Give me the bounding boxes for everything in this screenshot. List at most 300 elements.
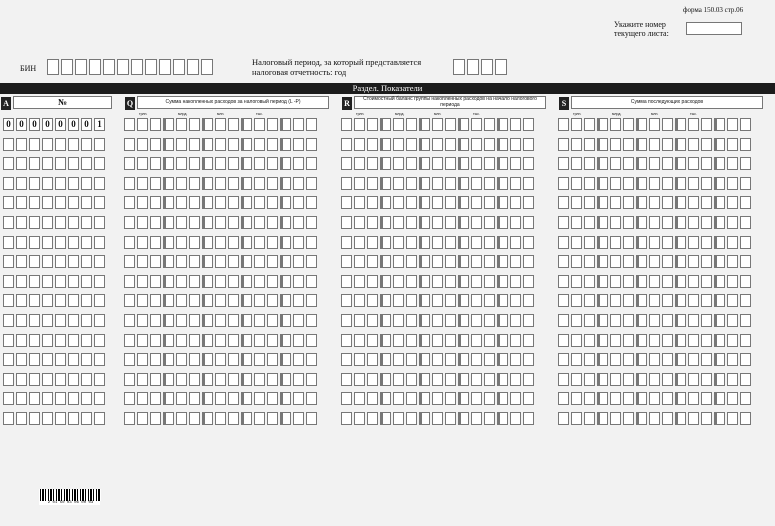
digit-cell[interactable] xyxy=(176,138,187,151)
digit-cell[interactable] xyxy=(523,236,534,249)
digit-cell[interactable] xyxy=(341,216,352,229)
digit-cell[interactable] xyxy=(202,373,213,386)
digit-cell[interactable] xyxy=(137,392,148,405)
digit-cell[interactable] xyxy=(189,334,200,347)
digit-cell[interactable] xyxy=(558,157,569,170)
digit-cell[interactable] xyxy=(584,334,595,347)
digit-cell[interactable] xyxy=(189,177,200,190)
tax-period-digit-cell[interactable] xyxy=(495,59,507,75)
digit-cell[interactable] xyxy=(597,177,608,190)
digit-cell[interactable] xyxy=(740,196,751,209)
digit-cell[interactable] xyxy=(688,314,699,327)
digit-cell[interactable] xyxy=(571,118,582,131)
digit-cell[interactable] xyxy=(380,177,391,190)
digit-cell[interactable] xyxy=(215,353,226,366)
digit-cell[interactable] xyxy=(137,177,148,190)
digit-cell[interactable] xyxy=(406,392,417,405)
digit-cell[interactable] xyxy=(623,255,634,268)
digit-cell[interactable] xyxy=(471,216,482,229)
digit-cell[interactable] xyxy=(228,353,239,366)
digit-cell[interactable] xyxy=(16,353,27,366)
digit-cell[interactable] xyxy=(497,314,508,327)
digit-cell[interactable] xyxy=(16,138,27,151)
digit-cell[interactable] xyxy=(81,138,92,151)
digit-cell[interactable] xyxy=(380,314,391,327)
digit-cell[interactable] xyxy=(55,373,66,386)
digit-cell[interactable] xyxy=(29,294,40,307)
digit-cell[interactable] xyxy=(124,118,135,131)
digit-cell[interactable] xyxy=(636,157,647,170)
digit-cell[interactable] xyxy=(215,216,226,229)
digit-cell[interactable] xyxy=(189,138,200,151)
digit-cell[interactable] xyxy=(267,294,278,307)
digit-cell[interactable] xyxy=(280,138,291,151)
digit-cell[interactable] xyxy=(584,255,595,268)
digit-cell[interactable] xyxy=(280,412,291,425)
tax-period-digit-cell[interactable] xyxy=(467,59,479,75)
digit-cell[interactable] xyxy=(445,314,456,327)
digit-cell[interactable] xyxy=(16,255,27,268)
digit-cell[interactable] xyxy=(727,392,738,405)
digit-cell[interactable] xyxy=(610,314,621,327)
digit-cell[interactable] xyxy=(523,157,534,170)
digit-cell[interactable] xyxy=(16,177,27,190)
digit-cell[interactable] xyxy=(610,236,621,249)
digit-cell[interactable] xyxy=(558,334,569,347)
digit-cell[interactable] xyxy=(176,118,187,131)
digit-cell[interactable] xyxy=(150,373,161,386)
digit-cell[interactable] xyxy=(497,118,508,131)
digit-cell[interactable] xyxy=(29,177,40,190)
digit-cell[interactable] xyxy=(649,216,660,229)
digit-cell[interactable] xyxy=(202,138,213,151)
digit-cell[interactable] xyxy=(458,118,469,131)
digit-cell[interactable] xyxy=(419,157,430,170)
digit-cell[interactable] xyxy=(68,138,79,151)
digit-cell[interactable] xyxy=(241,314,252,327)
digit-cell[interactable] xyxy=(432,177,443,190)
digit-cell[interactable] xyxy=(150,334,161,347)
digit-cell[interactable] xyxy=(510,314,521,327)
digit-cell[interactable] xyxy=(393,196,404,209)
digit-cell[interactable] xyxy=(202,294,213,307)
digit-cell[interactable] xyxy=(42,294,53,307)
digit-cell[interactable] xyxy=(42,196,53,209)
digit-cell[interactable] xyxy=(306,412,317,425)
digit-cell[interactable] xyxy=(81,314,92,327)
digit-cell[interactable] xyxy=(523,353,534,366)
digit-cell[interactable] xyxy=(701,373,712,386)
digit-cell[interactable] xyxy=(675,196,686,209)
digit-cell[interactable] xyxy=(471,334,482,347)
digit-cell[interactable] xyxy=(124,314,135,327)
digit-cell[interactable] xyxy=(176,216,187,229)
digit-cell[interactable] xyxy=(81,196,92,209)
digit-cell[interactable] xyxy=(267,118,278,131)
digit-cell[interactable] xyxy=(267,373,278,386)
digit-cell[interactable] xyxy=(29,255,40,268)
digit-cell[interactable] xyxy=(558,353,569,366)
digit-cell[interactable] xyxy=(740,294,751,307)
digit-cell[interactable] xyxy=(740,392,751,405)
digit-cell[interactable] xyxy=(623,118,634,131)
digit-cell[interactable] xyxy=(419,373,430,386)
digit-cell[interactable] xyxy=(458,196,469,209)
digit-cell[interactable] xyxy=(510,294,521,307)
digit-cell[interactable] xyxy=(29,196,40,209)
digit-cell[interactable] xyxy=(584,353,595,366)
digit-cell[interactable] xyxy=(701,412,712,425)
digit-cell[interactable] xyxy=(254,392,265,405)
digit-cell[interactable] xyxy=(293,255,304,268)
digit-cell[interactable] xyxy=(406,334,417,347)
digit-cell[interactable] xyxy=(124,177,135,190)
digit-cell[interactable] xyxy=(176,177,187,190)
digit-cell[interactable] xyxy=(571,314,582,327)
digit-cell[interactable] xyxy=(341,255,352,268)
digit-cell[interactable] xyxy=(419,236,430,249)
digit-cell[interactable] xyxy=(688,373,699,386)
digit-cell[interactable] xyxy=(367,216,378,229)
digit-cell[interactable] xyxy=(55,334,66,347)
digit-cell[interactable] xyxy=(597,157,608,170)
digit-cell[interactable]: 0 xyxy=(55,118,66,131)
digit-cell[interactable] xyxy=(267,275,278,288)
digit-cell[interactable] xyxy=(341,412,352,425)
digit-cell[interactable] xyxy=(254,353,265,366)
digit-cell[interactable] xyxy=(150,294,161,307)
digit-cell[interactable] xyxy=(293,157,304,170)
digit-cell[interactable] xyxy=(484,196,495,209)
digit-cell[interactable] xyxy=(571,236,582,249)
digit-cell[interactable] xyxy=(29,392,40,405)
digit-cell[interactable] xyxy=(81,334,92,347)
digit-cell[interactable] xyxy=(354,236,365,249)
digit-cell[interactable] xyxy=(163,138,174,151)
digit-cell[interactable] xyxy=(484,255,495,268)
digit-cell[interactable] xyxy=(137,138,148,151)
digit-cell[interactable] xyxy=(306,334,317,347)
digit-cell[interactable] xyxy=(293,334,304,347)
digit-cell[interactable] xyxy=(688,138,699,151)
digit-cell[interactable] xyxy=(124,157,135,170)
digit-cell[interactable] xyxy=(497,236,508,249)
digit-cell[interactable] xyxy=(29,138,40,151)
digit-cell[interactable] xyxy=(42,236,53,249)
digit-cell[interactable] xyxy=(215,314,226,327)
digit-cell[interactable] xyxy=(3,373,14,386)
digit-cell[interactable] xyxy=(16,412,27,425)
digit-cell[interactable] xyxy=(675,255,686,268)
digit-cell[interactable] xyxy=(636,294,647,307)
digit-cell[interactable] xyxy=(380,294,391,307)
digit-cell[interactable] xyxy=(150,392,161,405)
digit-cell[interactable] xyxy=(42,255,53,268)
digit-cell[interactable] xyxy=(176,412,187,425)
digit-cell[interactable] xyxy=(94,177,105,190)
digit-cell[interactable] xyxy=(215,294,226,307)
bin-digit-cell[interactable] xyxy=(131,59,143,75)
digit-cell[interactable] xyxy=(380,216,391,229)
digit-cell[interactable] xyxy=(432,118,443,131)
digit-cell[interactable] xyxy=(649,275,660,288)
digit-cell[interactable] xyxy=(94,236,105,249)
digit-cell[interactable] xyxy=(367,314,378,327)
digit-cell[interactable] xyxy=(419,196,430,209)
digit-cell[interactable] xyxy=(406,294,417,307)
digit-cell[interactable] xyxy=(393,353,404,366)
digit-cell[interactable] xyxy=(458,236,469,249)
digit-cell[interactable] xyxy=(649,314,660,327)
digit-cell[interactable] xyxy=(497,157,508,170)
digit-cell[interactable] xyxy=(571,392,582,405)
digit-cell[interactable] xyxy=(419,118,430,131)
digit-cell[interactable] xyxy=(636,412,647,425)
digit-cell[interactable] xyxy=(445,118,456,131)
digit-cell[interactable] xyxy=(649,412,660,425)
digit-cell[interactable] xyxy=(124,216,135,229)
digit-cell[interactable] xyxy=(445,255,456,268)
digit-cell[interactable] xyxy=(471,275,482,288)
digit-cell[interactable] xyxy=(740,275,751,288)
digit-cell[interactable] xyxy=(510,275,521,288)
digit-cell[interactable] xyxy=(471,157,482,170)
digit-cell[interactable] xyxy=(3,236,14,249)
digit-cell[interactable] xyxy=(419,412,430,425)
digit-cell[interactable] xyxy=(202,334,213,347)
digit-cell[interactable] xyxy=(341,177,352,190)
digit-cell[interactable] xyxy=(484,294,495,307)
digit-cell[interactable] xyxy=(510,255,521,268)
digit-cell[interactable] xyxy=(354,314,365,327)
digit-cell[interactable] xyxy=(55,177,66,190)
digit-cell[interactable] xyxy=(714,294,725,307)
digit-cell[interactable] xyxy=(471,196,482,209)
digit-cell[interactable] xyxy=(688,118,699,131)
digit-cell[interactable] xyxy=(42,138,53,151)
digit-cell[interactable] xyxy=(610,157,621,170)
digit-cell[interactable] xyxy=(150,216,161,229)
digit-cell[interactable] xyxy=(81,373,92,386)
digit-cell[interactable] xyxy=(623,294,634,307)
digit-cell[interactable] xyxy=(150,177,161,190)
digit-cell[interactable] xyxy=(354,177,365,190)
digit-cell[interactable] xyxy=(701,353,712,366)
digit-cell[interactable] xyxy=(523,412,534,425)
digit-cell[interactable] xyxy=(701,392,712,405)
digit-cell[interactable] xyxy=(280,275,291,288)
digit-cell[interactable] xyxy=(484,275,495,288)
digit-cell[interactable] xyxy=(675,373,686,386)
digit-cell[interactable] xyxy=(280,216,291,229)
digit-cell[interactable] xyxy=(241,353,252,366)
digit-cell[interactable] xyxy=(571,275,582,288)
digit-cell[interactable] xyxy=(510,196,521,209)
digit-cell[interactable] xyxy=(228,373,239,386)
digit-cell[interactable] xyxy=(354,373,365,386)
digit-cell[interactable] xyxy=(432,236,443,249)
digit-cell[interactable] xyxy=(497,177,508,190)
digit-cell[interactable] xyxy=(380,392,391,405)
digit-cell[interactable] xyxy=(16,314,27,327)
digit-cell[interactable] xyxy=(675,334,686,347)
digit-cell[interactable] xyxy=(727,157,738,170)
digit-cell[interactable] xyxy=(341,138,352,151)
digit-cell[interactable] xyxy=(81,412,92,425)
digit-cell[interactable] xyxy=(727,118,738,131)
digit-cell[interactable] xyxy=(406,314,417,327)
bin-digit-cell[interactable] xyxy=(201,59,213,75)
digit-cell[interactable] xyxy=(432,196,443,209)
digit-cell[interactable] xyxy=(280,196,291,209)
digit-cell[interactable] xyxy=(137,216,148,229)
digit-cell[interactable] xyxy=(267,412,278,425)
digit-cell[interactable] xyxy=(675,412,686,425)
digit-cell[interactable] xyxy=(571,255,582,268)
digit-cell[interactable] xyxy=(68,412,79,425)
digit-cell[interactable] xyxy=(571,177,582,190)
digit-cell[interactable] xyxy=(55,196,66,209)
digit-cell[interactable] xyxy=(740,138,751,151)
digit-cell[interactable] xyxy=(189,216,200,229)
digit-cell[interactable] xyxy=(68,314,79,327)
digit-cell[interactable] xyxy=(610,196,621,209)
digit-cell[interactable] xyxy=(163,255,174,268)
digit-cell[interactable] xyxy=(558,118,569,131)
digit-cell[interactable] xyxy=(267,196,278,209)
digit-cell[interactable] xyxy=(94,196,105,209)
digit-cell[interactable] xyxy=(367,392,378,405)
digit-cell[interactable] xyxy=(189,353,200,366)
digit-cell[interactable] xyxy=(510,157,521,170)
digit-cell[interactable] xyxy=(675,314,686,327)
digit-cell[interactable] xyxy=(150,353,161,366)
digit-cell[interactable] xyxy=(445,392,456,405)
digit-cell[interactable] xyxy=(228,157,239,170)
digit-cell[interactable] xyxy=(510,412,521,425)
digit-cell[interactable] xyxy=(523,216,534,229)
digit-cell[interactable] xyxy=(510,353,521,366)
bin-digit-cell[interactable] xyxy=(173,59,185,75)
digit-cell[interactable] xyxy=(662,373,673,386)
digit-cell[interactable] xyxy=(254,373,265,386)
digit-cell[interactable] xyxy=(636,236,647,249)
digit-cell[interactable] xyxy=(558,373,569,386)
digit-cell[interactable] xyxy=(241,275,252,288)
digit-cell[interactable] xyxy=(649,236,660,249)
digit-cell[interactable] xyxy=(610,294,621,307)
digit-cell[interactable] xyxy=(701,255,712,268)
digit-cell[interactable] xyxy=(137,353,148,366)
digit-cell[interactable] xyxy=(610,255,621,268)
digit-cell[interactable] xyxy=(254,236,265,249)
digit-cell[interactable] xyxy=(571,412,582,425)
digit-cell[interactable] xyxy=(649,177,660,190)
digit-cell[interactable] xyxy=(176,392,187,405)
digit-cell[interactable] xyxy=(662,196,673,209)
digit-cell[interactable] xyxy=(228,177,239,190)
digit-cell[interactable] xyxy=(189,255,200,268)
digit-cell[interactable] xyxy=(523,392,534,405)
digit-cell[interactable] xyxy=(163,294,174,307)
digit-cell[interactable] xyxy=(497,294,508,307)
digit-cell[interactable] xyxy=(419,294,430,307)
digit-cell[interactable] xyxy=(675,138,686,151)
digit-cell[interactable] xyxy=(649,373,660,386)
digit-cell[interactable] xyxy=(267,157,278,170)
digit-cell[interactable] xyxy=(163,275,174,288)
digit-cell[interactable] xyxy=(280,392,291,405)
digit-cell[interactable] xyxy=(124,373,135,386)
digit-cell[interactable] xyxy=(471,177,482,190)
digit-cell[interactable] xyxy=(137,236,148,249)
digit-cell[interactable] xyxy=(341,314,352,327)
digit-cell[interactable] xyxy=(597,196,608,209)
digit-cell[interactable] xyxy=(42,353,53,366)
digit-cell[interactable] xyxy=(228,118,239,131)
digit-cell[interactable] xyxy=(649,157,660,170)
digit-cell[interactable] xyxy=(393,412,404,425)
digit-cell[interactable] xyxy=(471,314,482,327)
digit-cell[interactable] xyxy=(662,353,673,366)
digit-cell[interactable] xyxy=(484,412,495,425)
digit-cell[interactable] xyxy=(68,392,79,405)
digit-cell[interactable] xyxy=(241,216,252,229)
digit-cell[interactable] xyxy=(29,334,40,347)
digit-cell[interactable] xyxy=(623,138,634,151)
digit-cell[interactable] xyxy=(688,334,699,347)
digit-cell[interactable] xyxy=(432,314,443,327)
digit-cell[interactable] xyxy=(675,157,686,170)
digit-cell[interactable] xyxy=(367,275,378,288)
digit-cell[interactable] xyxy=(571,373,582,386)
digit-cell[interactable] xyxy=(280,236,291,249)
digit-cell[interactable] xyxy=(241,412,252,425)
digit-cell[interactable] xyxy=(68,334,79,347)
digit-cell[interactable] xyxy=(293,275,304,288)
digit-cell[interactable] xyxy=(124,353,135,366)
digit-cell[interactable] xyxy=(137,373,148,386)
digit-cell[interactable] xyxy=(16,196,27,209)
digit-cell[interactable] xyxy=(367,334,378,347)
digit-cell[interactable] xyxy=(254,157,265,170)
digit-cell[interactable] xyxy=(714,138,725,151)
digit-cell[interactable] xyxy=(367,255,378,268)
digit-cell[interactable] xyxy=(458,138,469,151)
digit-cell[interactable] xyxy=(445,353,456,366)
digit-cell[interactable] xyxy=(42,373,53,386)
bin-digit-cell[interactable] xyxy=(159,59,171,75)
digit-cell[interactable] xyxy=(610,334,621,347)
digit-cell[interactable] xyxy=(341,334,352,347)
digit-cell[interactable] xyxy=(341,196,352,209)
digit-cell[interactable] xyxy=(584,177,595,190)
digit-cell[interactable] xyxy=(523,255,534,268)
digit-cell[interactable] xyxy=(432,157,443,170)
digit-cell[interactable] xyxy=(150,255,161,268)
digit-cell[interactable] xyxy=(714,255,725,268)
digit-cell[interactable] xyxy=(202,196,213,209)
digit-cell[interactable] xyxy=(354,294,365,307)
digit-cell[interactable] xyxy=(662,275,673,288)
digit-cell[interactable] xyxy=(393,216,404,229)
digit-cell[interactable] xyxy=(393,373,404,386)
digit-cell[interactable] xyxy=(254,334,265,347)
digit-cell[interactable] xyxy=(241,236,252,249)
digit-cell[interactable] xyxy=(3,294,14,307)
digit-cell[interactable] xyxy=(293,216,304,229)
digit-cell[interactable] xyxy=(354,334,365,347)
